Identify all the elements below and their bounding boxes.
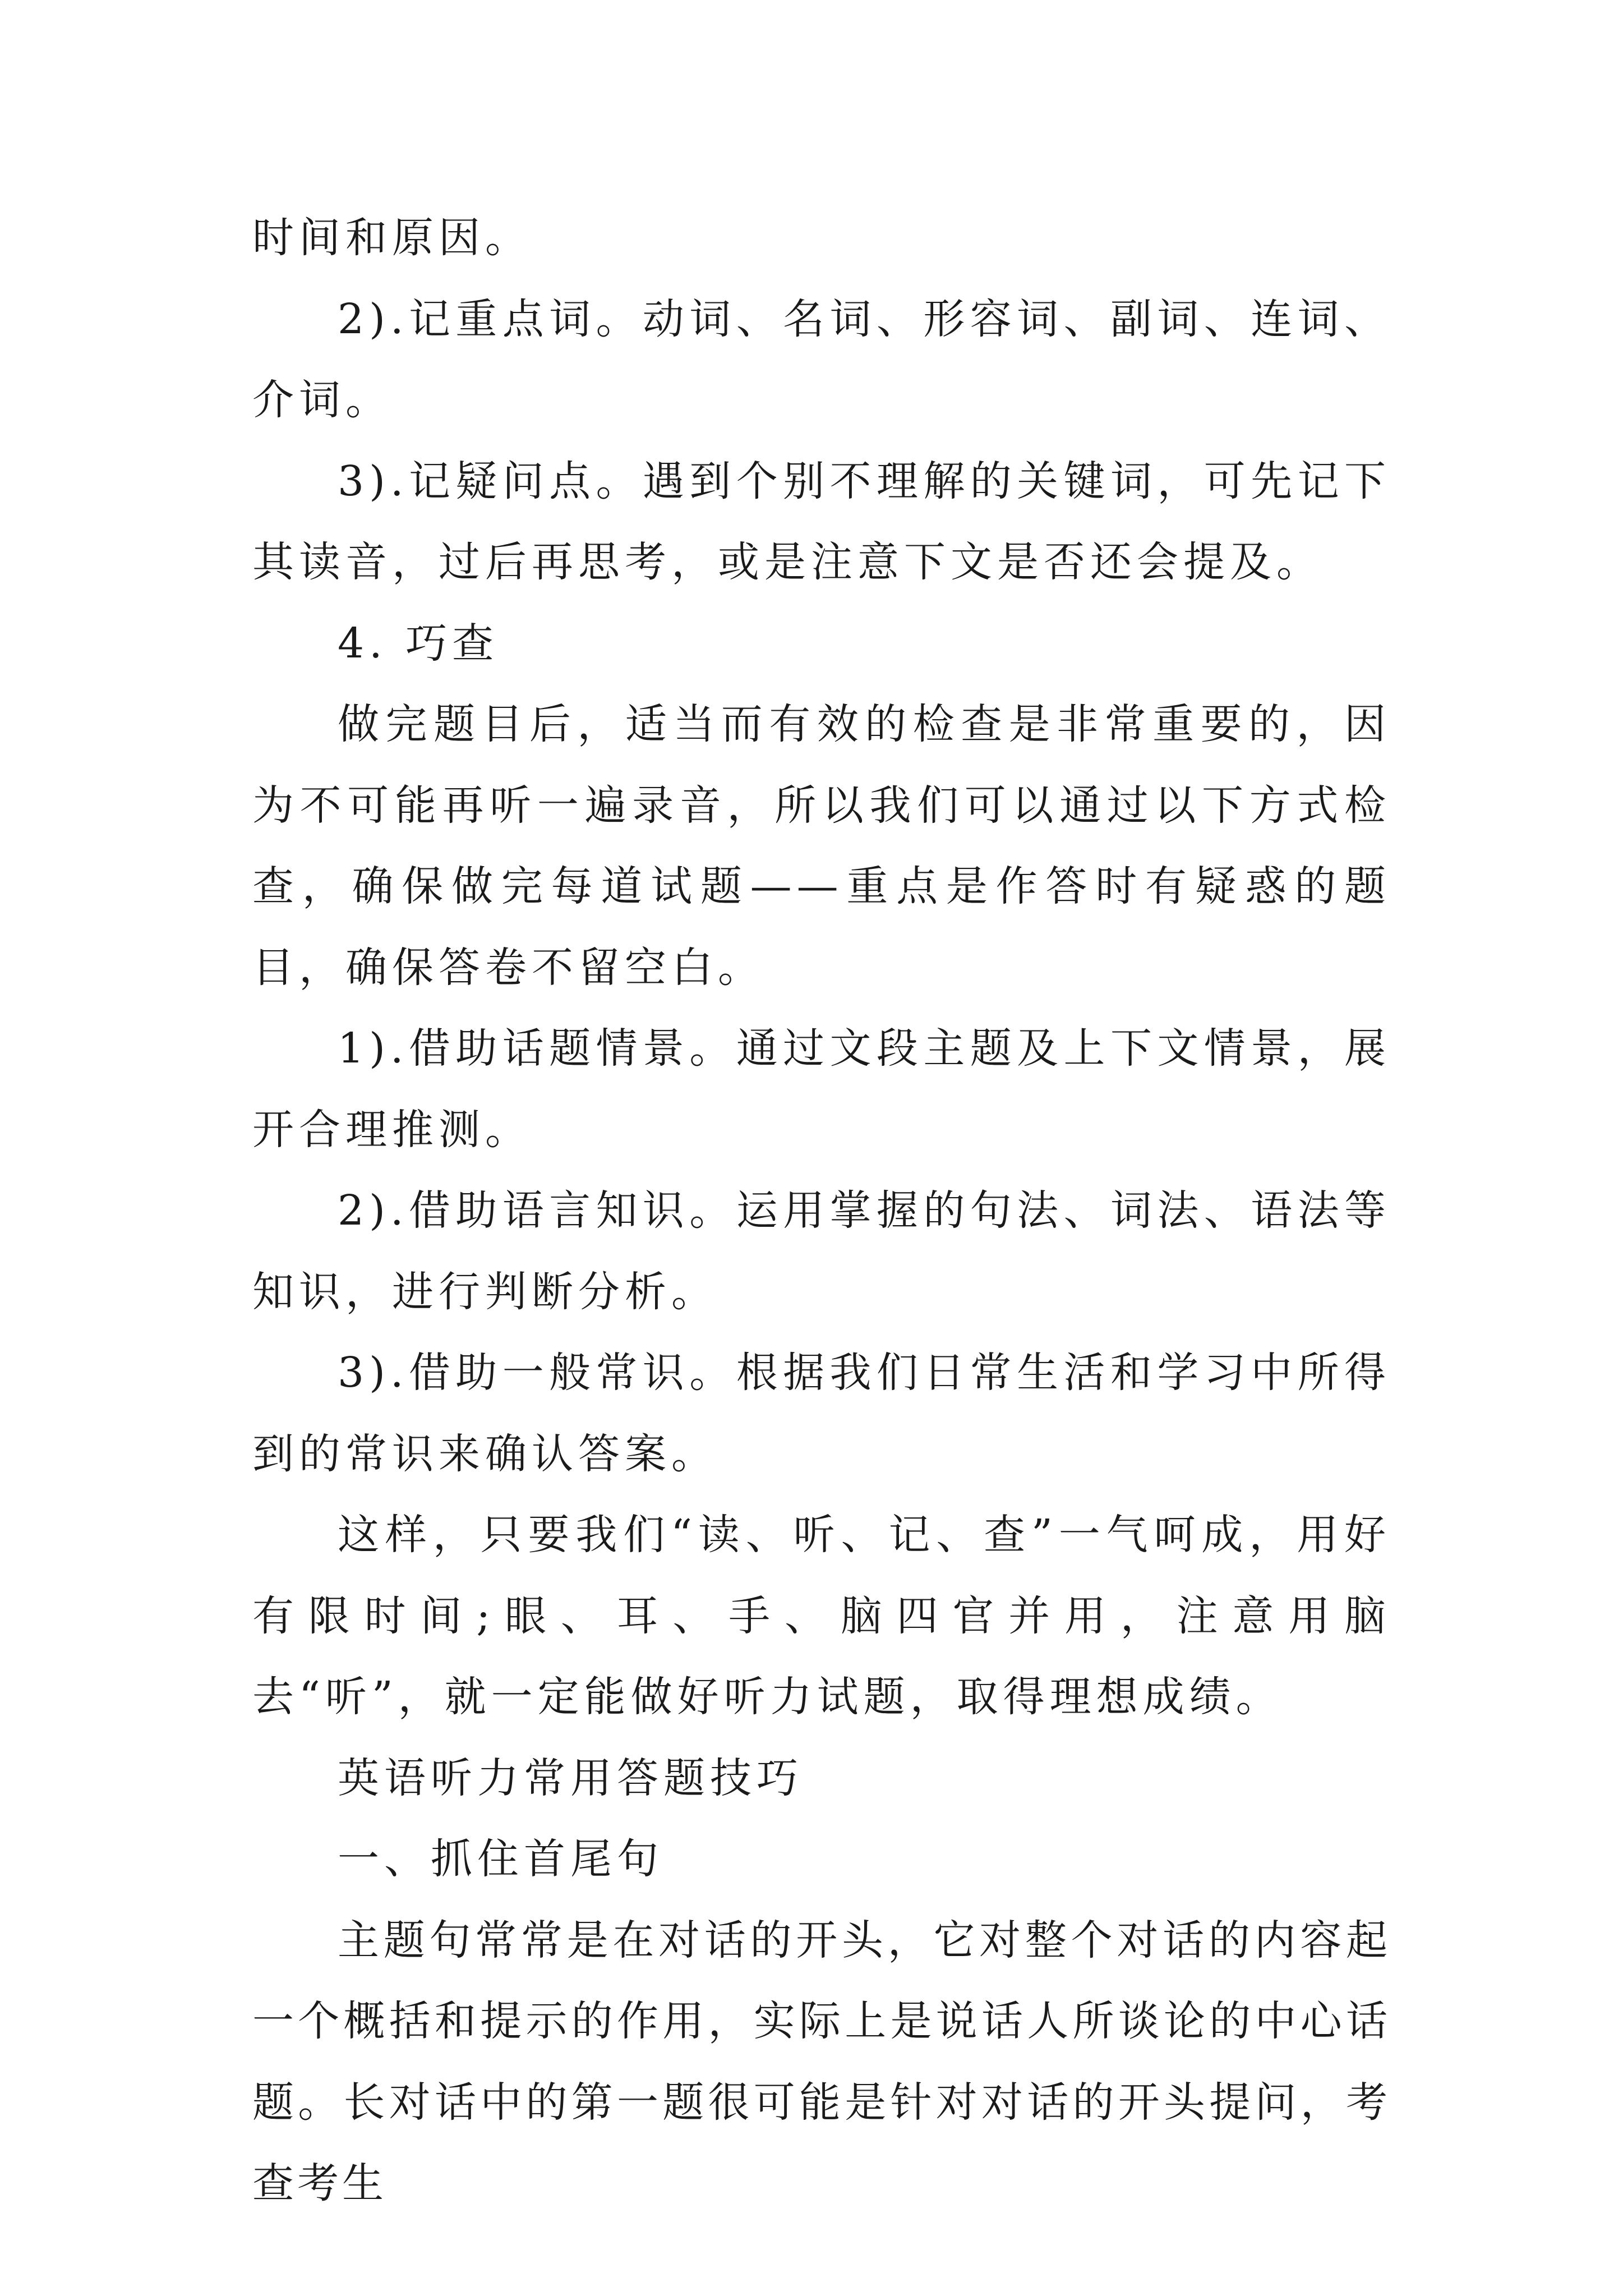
paragraph-topic-sentence: 主题句常常是在对话的开头，它对整个对话的内容起一个概括和提示的作用，实际上是说话人所谈论的中心话题。长对话中的第一题很可能是针对对话的开头提问，考查考生 (252, 1916, 1391, 2207)
paragraph-summary: 这样，只要我们“读、听、记、查”一气呵成，用好有限时间;眼、耳、手、脑四官并用，注意用脑去“听”，就一定能做好听力试题，取得理想成绩。 (252, 1511, 1391, 1721)
document-body (252, 197, 1391, 2224)
paragraph-language-knowledge: 2).借助语言知识。运用掌握的句法、词法、语法等知识，进行判断分析。 (252, 1186, 1391, 1316)
section-heading-check: 4. 巧查 (338, 619, 499, 668)
section-heading-first-last-sentence: 一、抓住首尾句 (338, 1835, 663, 1883)
paragraph-check-intro: 做完题目后，适当而有效的检查是非常重要的，因为不可能再听一遍录音，所以我们可以通过以下方式检查，确保做完每道试题——重点是作答时有疑惑的题目，确保答卷不留空白。 (252, 700, 1391, 992)
paragraph-continuation: 时间和原因。 (252, 214, 532, 262)
paragraph-common-sense: 3).借助一般常识。根据我们日常生活和学习中所得到的常识来确认答案。 (252, 1349, 1391, 1478)
paragraph-note-keywords: 2).记重点词。动词、名词、形容词、副词、连词、介词。 (252, 295, 1391, 424)
paragraph-note-doubts: 3).记疑问点。遇到个别不理解的关键词，可先记下其读音，过后再思考，或是注意下文是否还会提及。 (252, 457, 1391, 586)
paragraph-topic-context: 1).借助话题情景。通过文段主题及上下文情景，展开合理推测。 (252, 1024, 1391, 1154)
section-title-listening-tips: 英语听力常用答题技巧 (338, 1754, 803, 1802)
